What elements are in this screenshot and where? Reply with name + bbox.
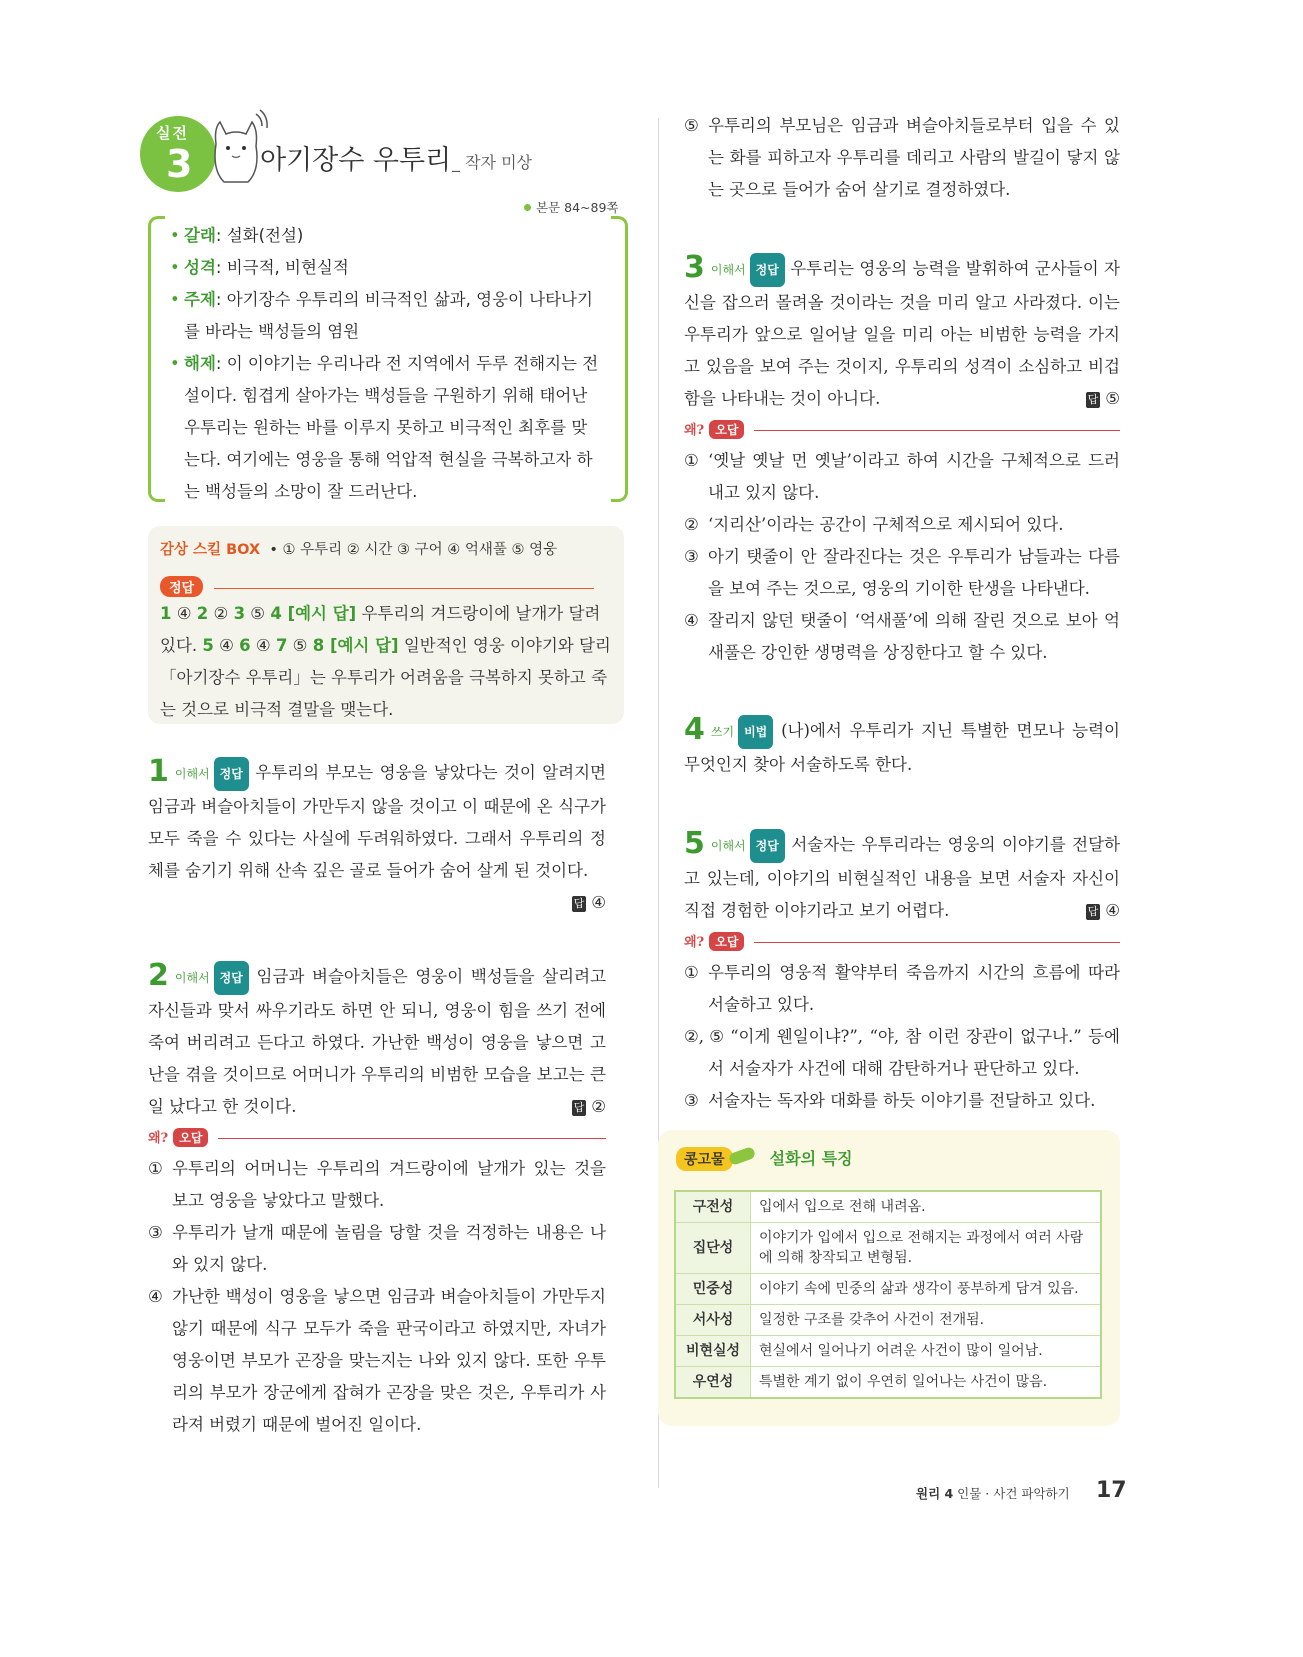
right-bracket	[611, 216, 628, 502]
list-item: ③ 서술자는 독자와 대화를 하듯 이야기를 전달하고 있다.	[684, 1091, 1096, 1110]
badge-number: 3	[166, 142, 193, 186]
answer-list: 1 ④ 2 ② 3 ⑤ 4 [예시 답] 우투리의 겨드랑이에 날개가 달려 있다. 5 ④ 6 ④ 7 ⑤ 8 [예시 답] 일반적인 영웅 이야기와 달리 「아기장수 우투리」는 우투리가 어려움을 극복하지 못하고 죽는 것으로 비극적 결말을 맺는다.	[160, 604, 611, 719]
list-item: ④ 가난한 백성이 영웅을 낳으면 임금과 벼슬아치들이 가만두지 않기 때문에 식구 모두가 죽을 판국이라고 하였지만, 자녀가 영웅이면 부모가 곤장을 맞는지는 나와 있지 않다. 또한 우투리의 부모가 장군에게 잡혀가 곤장을 맞은 것은, 우투리가 사라져 버렸기 때문에 벌어진 일이다.	[148, 1287, 606, 1434]
page-title: 아기장수 우투리	[260, 145, 452, 176]
question-5-explanation: 5 이해서 정답 서술자는 우투리라는 영웅의 이야기를 전달하고 있는데, 이야기의 비현실적인 내용을 보면 서술자 자신이 직접 경험한 이야기라고 보기 어렵다. 답 ④ 왜? 오답 ① 우투리의 영웅적 활약부터 죽음까지 시간의 흐름에 따라 서술하고 있다. ②, ⑤ “이게 웬일이냐?”, “야, 참 이런 장관이 없구나.” 등에서 서술자가 사건에 대해 감탄하거나 판단하고 있다. ③ 서술자는 독자와 대화를 하듯 이야기를 전달하고 있다.	[684, 828, 1120, 1117]
cat-illustration-icon	[204, 108, 268, 192]
bullet-dot-icon	[524, 204, 531, 211]
answer-mark: 답 ②	[573, 1097, 606, 1116]
page-reference: 본문 84~89쪽	[524, 198, 618, 216]
answer-mark: 답 ⑤	[1087, 389, 1120, 408]
list-item: ⑤ 우투리의 부모님은 임금과 벼슬아치들로부터 입을 수 있는 화를 피하고자 우투리를 데리고 사람의 발길이 닿지 않는 곳으로 들어가 숨어 살기로 결정하였다.	[684, 116, 1120, 199]
tip-box-header: 콩고물 설화의 특징	[676, 1146, 853, 1171]
wrong-answer-header: 왜? 오답	[148, 1127, 606, 1149]
wrong-answer-list	[148, 1153, 606, 1441]
tip-box	[658, 1130, 1120, 1426]
info-character: • 성격: 비극적, 비현실적	[170, 252, 600, 284]
question-1-explanation: 1 이해서 정답 우투리의 부모는 영웅을 낳았다는 것이 알려지면 임금과 벼슬아치들이 가만두지 않을 것이고 이 때문에 온 식구가 모두 죽을 수 있다는 사실에 두려워하였다. 그래서 우투리의 정체를 숨기기 위해 산속 깊은 골로 들어가 숨어 살게 된 것이다. 답 ④	[148, 756, 606, 919]
list-item: ② ‘지리산’이라는 공간이 구체적으로 제시되어 있다.	[684, 515, 1064, 534]
divider-line	[214, 588, 594, 589]
info-genre: • 갈래: 설화(전설)	[170, 220, 600, 252]
list-item: ③ 아기 탯줄이 안 잘라진다는 것은 우투리가 남들과는 다름을 보여 주는 것으로, 영웅의 기이한 탄생을 나타낸다.	[684, 547, 1120, 598]
list-item: ②, ⑤ “이게 웬일이냐?”, “야, 참 이런 장관이 없구나.” 등에서 서술자가 사건에 대해 감탄하거나 판단하고 있다.	[684, 1027, 1120, 1078]
list-item: ④ 잘리지 않던 탯줄이 ‘억새풀’에 의해 잘린 것으로 보아 억새풀은 강인한 생명력을 상징한다고 할 수 있다.	[684, 611, 1120, 662]
wrong-answer-header: 왜? 오답	[684, 419, 1120, 441]
table-row: 구전성 입에서 입으로 전해 내려옴.	[675, 1191, 1101, 1223]
question-3-explanation: 3 이해서 정답 우투리는 영웅의 능력을 발휘하여 군사들이 자신을 잡으러 몰려올 것이라는 것을 미리 알고 사라졌다. 이는 우투리가 앞으로 일어날 일을 미리 아는 비범한 능력을 가지고 있음을 보여 주는 것이지, 우투리의 성격이 소심하고 비겁함을 나타내는 것이 아니다. 답 ⑤ 왜? 오답 ① ‘옛날 옛날 먼 옛날’이라고 하여 시간을 구체적으로 드러내고 있지 않다. ② ‘지리산’이라는 공간이 구체적으로 제시되어 있다. ③ 아기 탯줄이 안 잘라진다는 것은 우투리가 남들과는 다름을 보여 주는 것으로, 영웅의 기이한 탄생을 나타낸다. ④ 잘리지 않던 탯줄이 ‘억새풀’에 의해 잘린 것으로 보아 억새풀은 강인한 생명력을 상징한다고 할 수 있다.	[684, 252, 1120, 669]
left-bracket	[148, 216, 165, 502]
table-row: 우연성 특별한 계기 없이 우연히 일어나는 사건이 많음.	[675, 1367, 1101, 1399]
badge-label: 실전	[156, 124, 189, 142]
pea-pod-icon	[727, 1146, 756, 1166]
question-2-explanation: 2 이해서 정답 임금과 벼슬아치들은 영웅이 백성들을 살리려고 자신들과 맞서 싸우기라도 하면 안 되니, 영웅이 힘을 쓰기 전에 죽여 버리려고 든다고 하였다. 가난한 백성이 영웅을 낳으면 고난을 겪을 것이므로 어머니가 우투리의 비범한 모습을 보고는 큰일 났다고 한 것이다. 답 ② 왜? 오답 ① 우투리의 어머니는 우투리의 겨드랑이에 날개가 있는 것을 보고 영웅을 낳았다고 말했다. ③ 우투리가 날개 때문에 놀림을 당할 것을 걱정하는 내용은 나와 있지 않다. ④ 가난한 백성이 영웅을 낳으면 임금과 벼슬아치들이 가만두지 않기 때문에 식구 모두가 죽을 판국이라고 하였지만, 자녀가 영웅이면 부모가 곤장을 맞는지는 나와 있지 않다. 또한 우투리의 부모가 장군에게 잡혀가 곤장을 맞은 것은, 우투리가 사라져 버렸기 때문에 벌어진 일이다.	[148, 960, 606, 1441]
info-list	[170, 220, 600, 508]
page-number: 17	[1096, 1478, 1127, 1503]
answer-mark: 답 ④	[1087, 901, 1120, 920]
table-row: 민중성 이야기 속에 민중의 삶과 생각이 풍부하게 담겨 있음.	[675, 1274, 1101, 1305]
info-explanation: • 해제: 이 이야기는 우리나라 전 지역에서 두루 전해지는 전설이다. 힘겹게 살아가는 백성들을 구원하기 위해 태어난 우투리는 원하는 바를 이루지 못하고 비극적인 최후를 맞는다. 여기에는 영웅을 통해 억압적 현실을 극복하고자 하는 백성들의 소망이 잘 드러난다.	[170, 348, 600, 508]
author: _ 작자 미상	[452, 153, 532, 172]
skill-box-title: 감상 스킬 BOX • ① 우투리 ② 시간 ③ 구어 ④ 억새풀 ⑤ 영웅	[160, 542, 558, 558]
wrong-answer-header: 왜? 오답	[684, 931, 1120, 953]
list-item: ① 우투리의 어머니는 우투리의 겨드랑이에 날개가 있는 것을 보고 영웅을 낳았다고 말했다.	[148, 1159, 606, 1210]
question-2-continued	[684, 110, 1120, 206]
list-item: ① 우투리의 영웅적 활약부터 죽음까지 시간의 흐름에 따라 서술하고 있다.	[684, 963, 1120, 1014]
list-item: ① ‘옛날 옛날 먼 옛날’이라고 하여 시간을 구체적으로 드러내고 있지 않다.	[684, 451, 1120, 502]
answer-mark: 답 ④	[573, 893, 606, 912]
section-header	[140, 108, 640, 215]
info-theme: • 주제: 아기장수 우투리의 비극적인 삶과, 영웅이 나타나기를 바라는 백성들의 염원	[170, 284, 600, 348]
table-row: 비현실성 현실에서 일어나기 어려운 사건이 많이 일어남.	[675, 1336, 1101, 1367]
folktale-feature-table	[674, 1190, 1102, 1399]
table-row: 서사성 일정한 구조를 갖추어 사건이 전개됨.	[675, 1305, 1101, 1336]
work-info-box	[148, 216, 628, 501]
list-item: ③ 우투리가 날개 때문에 놀림을 당할 것을 걱정하는 내용은 나와 있지 않다.	[148, 1223, 606, 1274]
wrong-answer-list	[684, 957, 1120, 1117]
table-row: 집단성 이야기가 입에서 입으로 전해지는 과정에서 여러 사람에 의해 창작되고 변형됨.	[675, 1223, 1101, 1274]
question-4-explanation: 4 쓰기 비법 (나)에서 우투리가 지닌 특별한 면모나 능력이 무엇인지 찾아 서술하도록 한다.	[684, 712, 1120, 774]
wrong-answer-list	[684, 445, 1120, 669]
footer-section-label: 원리 4 인물 · 사건 파악하기	[916, 1486, 1070, 1501]
answer-label: 정답	[160, 576, 203, 597]
skill-box	[148, 526, 624, 724]
